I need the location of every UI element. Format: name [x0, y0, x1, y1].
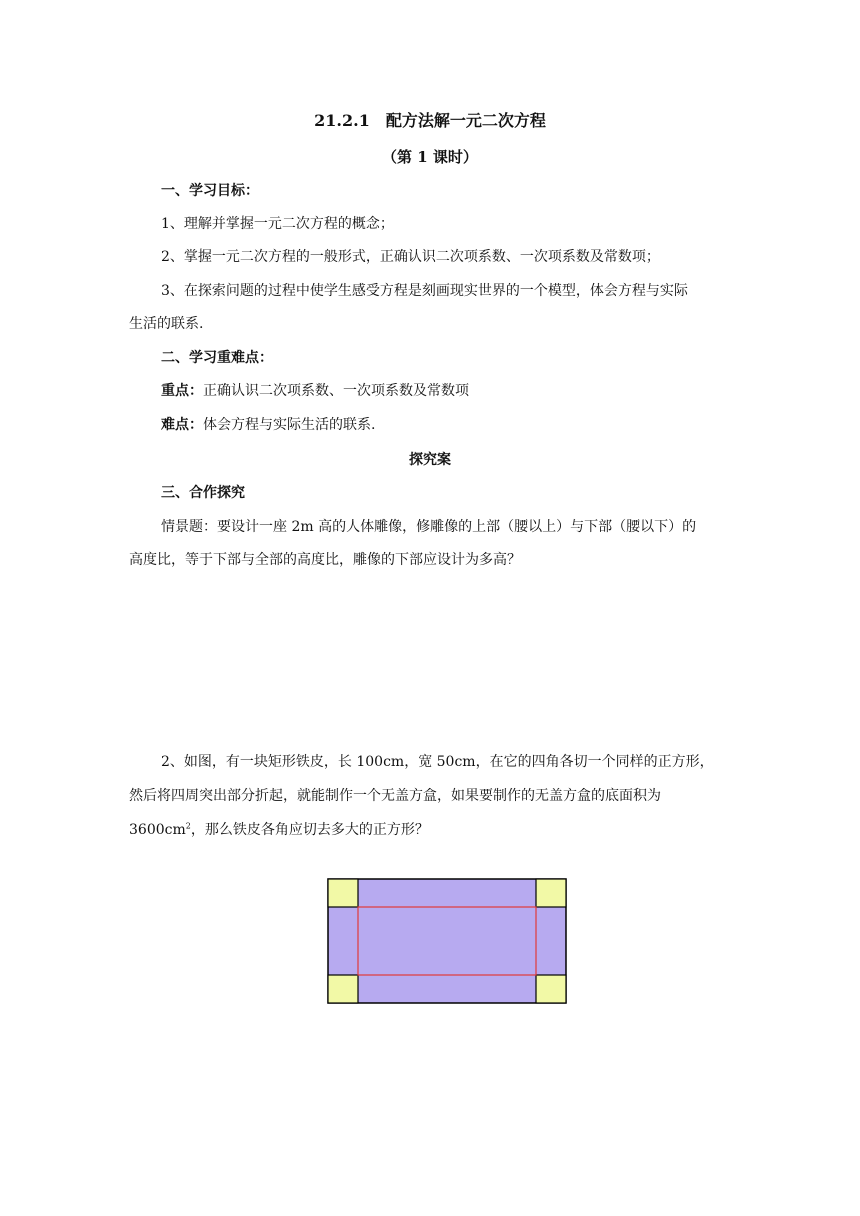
- question-2-line-3-text: ，那么铁皮各角应切去多大的正方形？: [190, 822, 429, 838]
- iron-sheet-figure: [327, 878, 568, 1005]
- scenario-line-2: 高度比，等于下部与全部的高度比，雕像的下部应设计为多高？: [129, 552, 521, 568]
- objective-item-1: 1、理解并掌握一元二次方程的概念；: [161, 216, 394, 232]
- iron-sheet-rect: [328, 879, 566, 1003]
- objective-item-3-cont: 生活的联系.: [129, 316, 204, 332]
- corner-square-top-right: [536, 879, 566, 907]
- corner-square-bottom-left: [328, 975, 358, 1003]
- area-value: 3600cm: [129, 822, 186, 838]
- explore-title: 探究案: [409, 452, 451, 468]
- objective-item-3: 3、在探索问题的过程中使学生感受方程是刻画现实世界的一个模型，体会方程与实际: [161, 283, 688, 299]
- key-point-label: 重点：: [161, 383, 203, 399]
- section-heading-explore: 三、合作探究: [161, 485, 245, 501]
- scenario-line-1: 情景题：要设计一座 2m 高的人体雕像，修雕像的上部（腰以上）与下部（腰以下）的: [161, 519, 697, 535]
- question-2-line-1: 2、如图，有一块矩形铁皮，长 100cm，宽 50cm，在它的四角各切一个同样的正方形，: [161, 754, 714, 770]
- page-subtitle: （第 1 课时）: [382, 148, 478, 166]
- question-2-line-2: 然后将四周突出部分折起，就能制作一个无盖方盒，如果要制作的无盖方盒的底面积为: [129, 788, 661, 804]
- objective-item-2: 2、掌握一元二次方程的一般形式，正确认识二次项系数、一次项系数及常数项；: [161, 249, 660, 265]
- key-point: [161, 381, 469, 401]
- section-heading-objectives: 一、学习目标：: [161, 183, 259, 199]
- question-2-line-3: [129, 820, 429, 840]
- difficult-point-label: 难点：: [161, 417, 203, 433]
- key-point-text: 正确认识二次项系数、一次项系数及常数项: [203, 383, 469, 399]
- area-exponent: 2: [185, 821, 191, 831]
- difficult-point-text: 体会方程与实际生活的联系.: [203, 417, 376, 433]
- corner-square-top-left: [328, 879, 358, 907]
- difficult-point: [161, 415, 375, 435]
- corner-square-bottom-right: [536, 975, 566, 1003]
- section-heading-keypoints: 二、学习重难点：: [161, 350, 273, 366]
- page-title: 21.2.1 配方法解一元二次方程: [314, 111, 546, 130]
